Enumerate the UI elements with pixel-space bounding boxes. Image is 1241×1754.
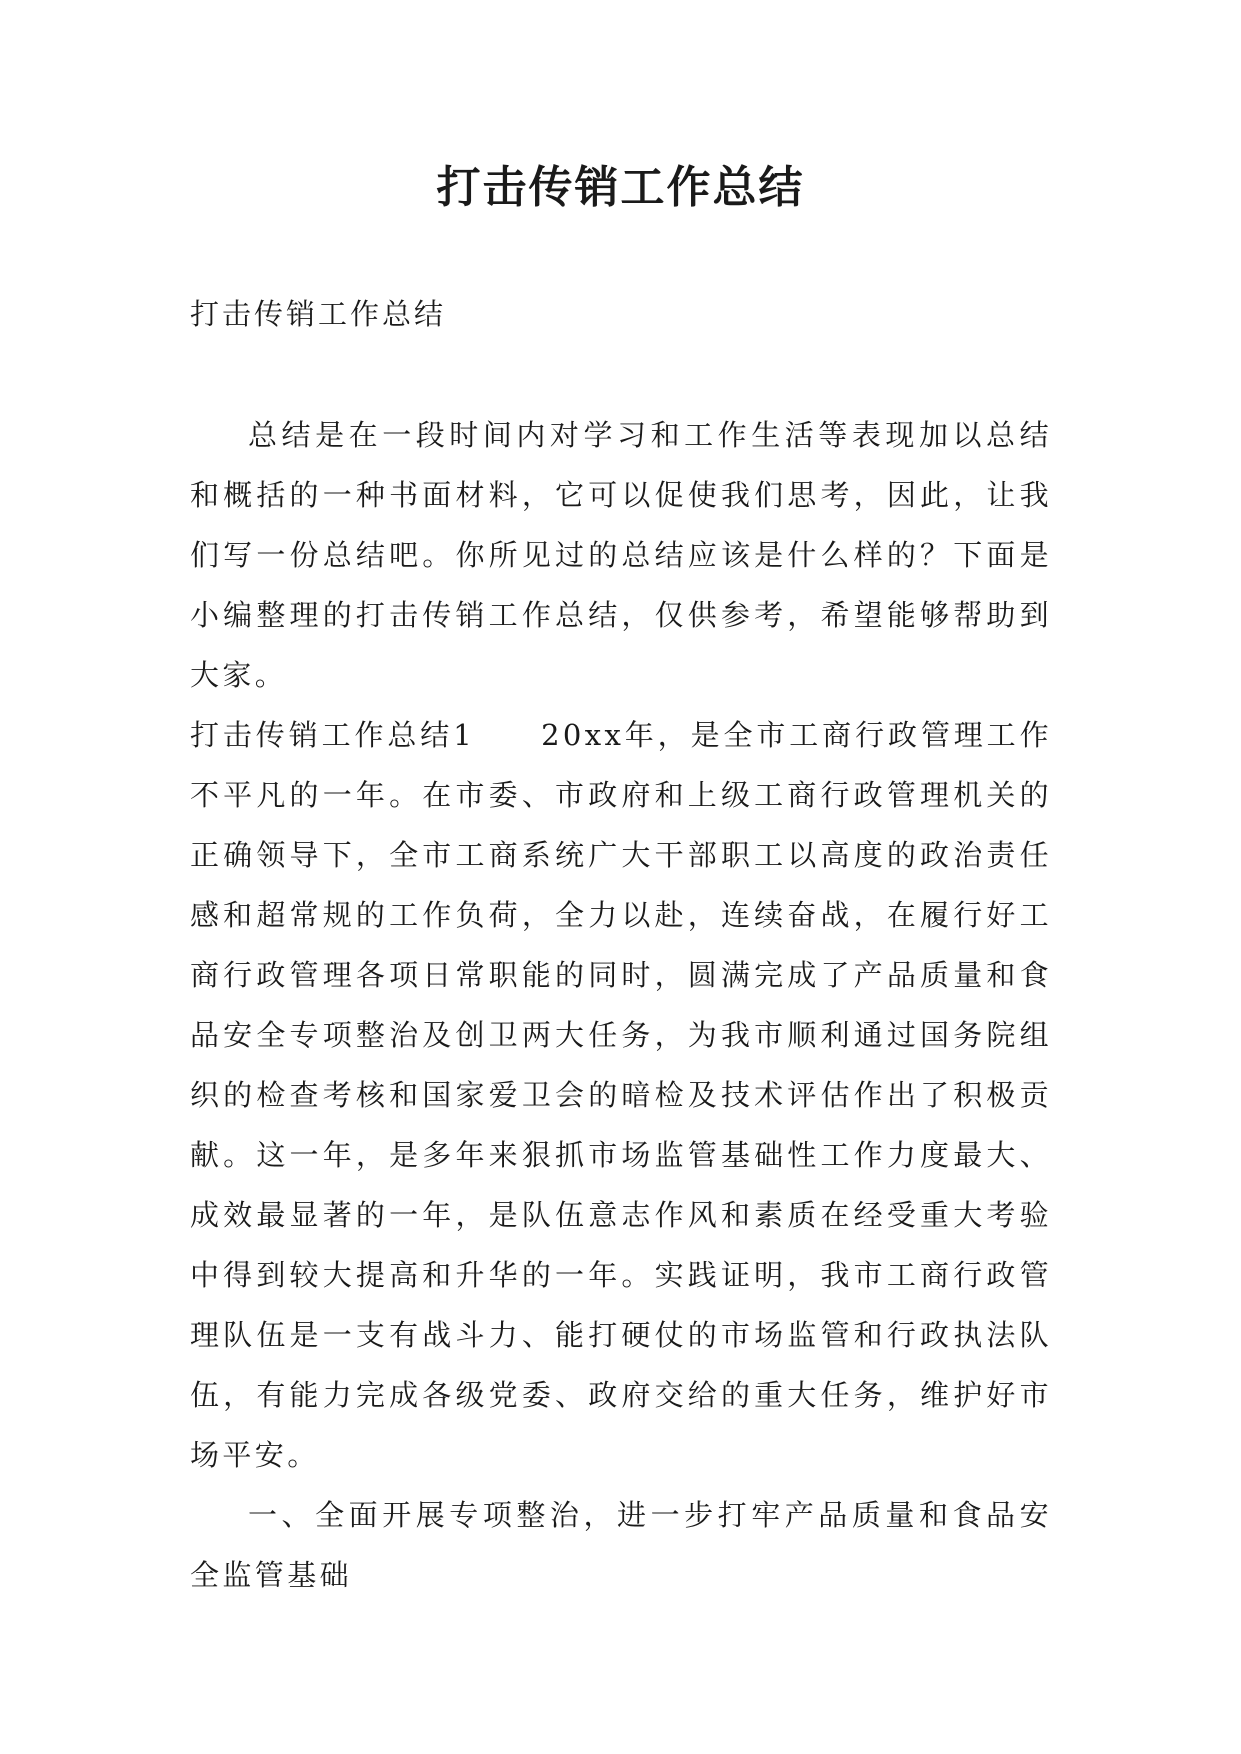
section-1-body: 20xx年，是全市工商行政管理工作不平凡的一年。在市委、市政府和上级工商行政管理机关的正确领导下，全市工商系统广大干部职工以高度的政治责任感和超常规的工作负荷，全力以赴，连续奋战，在履行好工商行政管理各项日常职能的同时，圆满完成了产品质量和食品安全专项整治及创卫两大任务，为我市顺利通过国务院组织的检查考核和国家爱卫会的暗检及技术评估作出了积极贡献。这一年，是多年来狠抓市场监管基础性工作力度最大、成效最显著的一年，是队伍意志作风和素质在经受重大考验中得到较大提高和升华的一年。实践证明，我市工商行政管理队伍是一支有战斗力、能打硬仗的市场监管和行政执法队伍，有能力完成各级党委、政府交给的重大任务，维护好市场平安。 bbox=[190, 718, 1052, 1472]
section-1-heading: 打击传销工作总结1 bbox=[190, 718, 476, 752]
intro-paragraph: 总结是在一段时间内对学习和工作生活等表现加以总结和概括的一种书面材料，它可以促使我们思考，因此，让我们写一份总结吧。你所见过的总结应该是什么样的？下面是小编整理的打击传销工作总结，仅供参考，希望能够帮助到大家。 bbox=[190, 418, 1052, 692]
document-subtitle: 打击传销工作总结 bbox=[190, 297, 447, 331]
section-1-paragraph bbox=[190, 705, 1052, 1485]
point-1-heading: 一、全面开展专项整治，进一步打牢产品质量和食品安全监管基础 bbox=[190, 1498, 1052, 1592]
document-title: 打击传销工作总结 bbox=[436, 162, 805, 213]
document-body bbox=[190, 405, 1052, 1605]
